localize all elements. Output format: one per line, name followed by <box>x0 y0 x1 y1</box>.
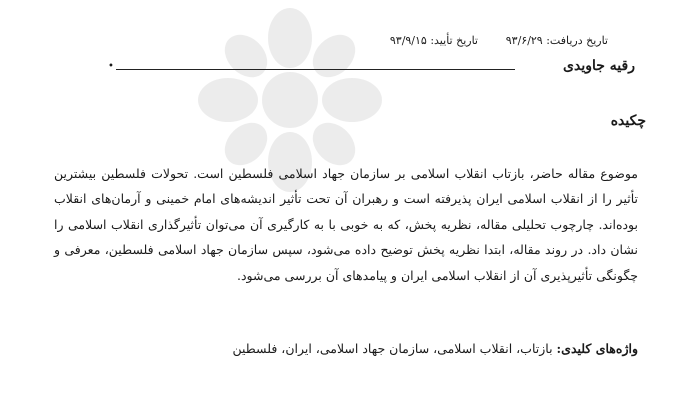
approved-date <box>390 34 478 47</box>
author-underline <box>116 69 515 70</box>
approved-value: ۹۳/۹/۱۵ <box>389 34 427 47</box>
author-name: رقیه جاویدی <box>563 58 635 74</box>
approved-label: تاریخ تأیید: <box>430 34 478 47</box>
keywords-value: بازتاب، انقلاب اسلامی، سازمان جهاد اسلامی، ایران، فلسطین <box>232 341 553 356</box>
abstract-text: موضوع مقاله حاضر، بازتاب انقلاب اسلامی بر سازمان جهاد اسلامی فلسطین است. تحولات فلسطین بیشترین تأثیر را از انقلاب اسلامی ایران پذیرفته است و رهبران آن تحت تأثیر اندیشه‌های امام خمینی و آرمان‌های انقلاب بوده‌اند. چارچوب تحلیلی مقاله، نظریه پخش، که به خوبی با به کارگیری آن می‌توان تأثیرگذاری انقلاب اسلامی را نشان داد. در روند مقاله، ابتدا نظریه پخش توضیح داده می‌شود، سپس سازمان جهاد اسلامی فلسطین، معرفی و چگونگی تأثیرپذیری آن از انقلاب اسلامی ایران و پیامدهای آن بررسی می‌شود. <box>54 165 638 283</box>
keywords-line <box>54 341 638 356</box>
author-row <box>108 58 635 78</box>
received-label: تاریخ دریافت: <box>546 34 608 47</box>
abstract-heading: چکیده <box>610 113 646 129</box>
received-value: ۹۳/۶/۲۹ <box>505 34 543 47</box>
received-date <box>506 34 608 47</box>
author-footnote-marker: • <box>108 61 114 72</box>
keywords-label: واژه‌های کلیدی: <box>556 341 638 356</box>
